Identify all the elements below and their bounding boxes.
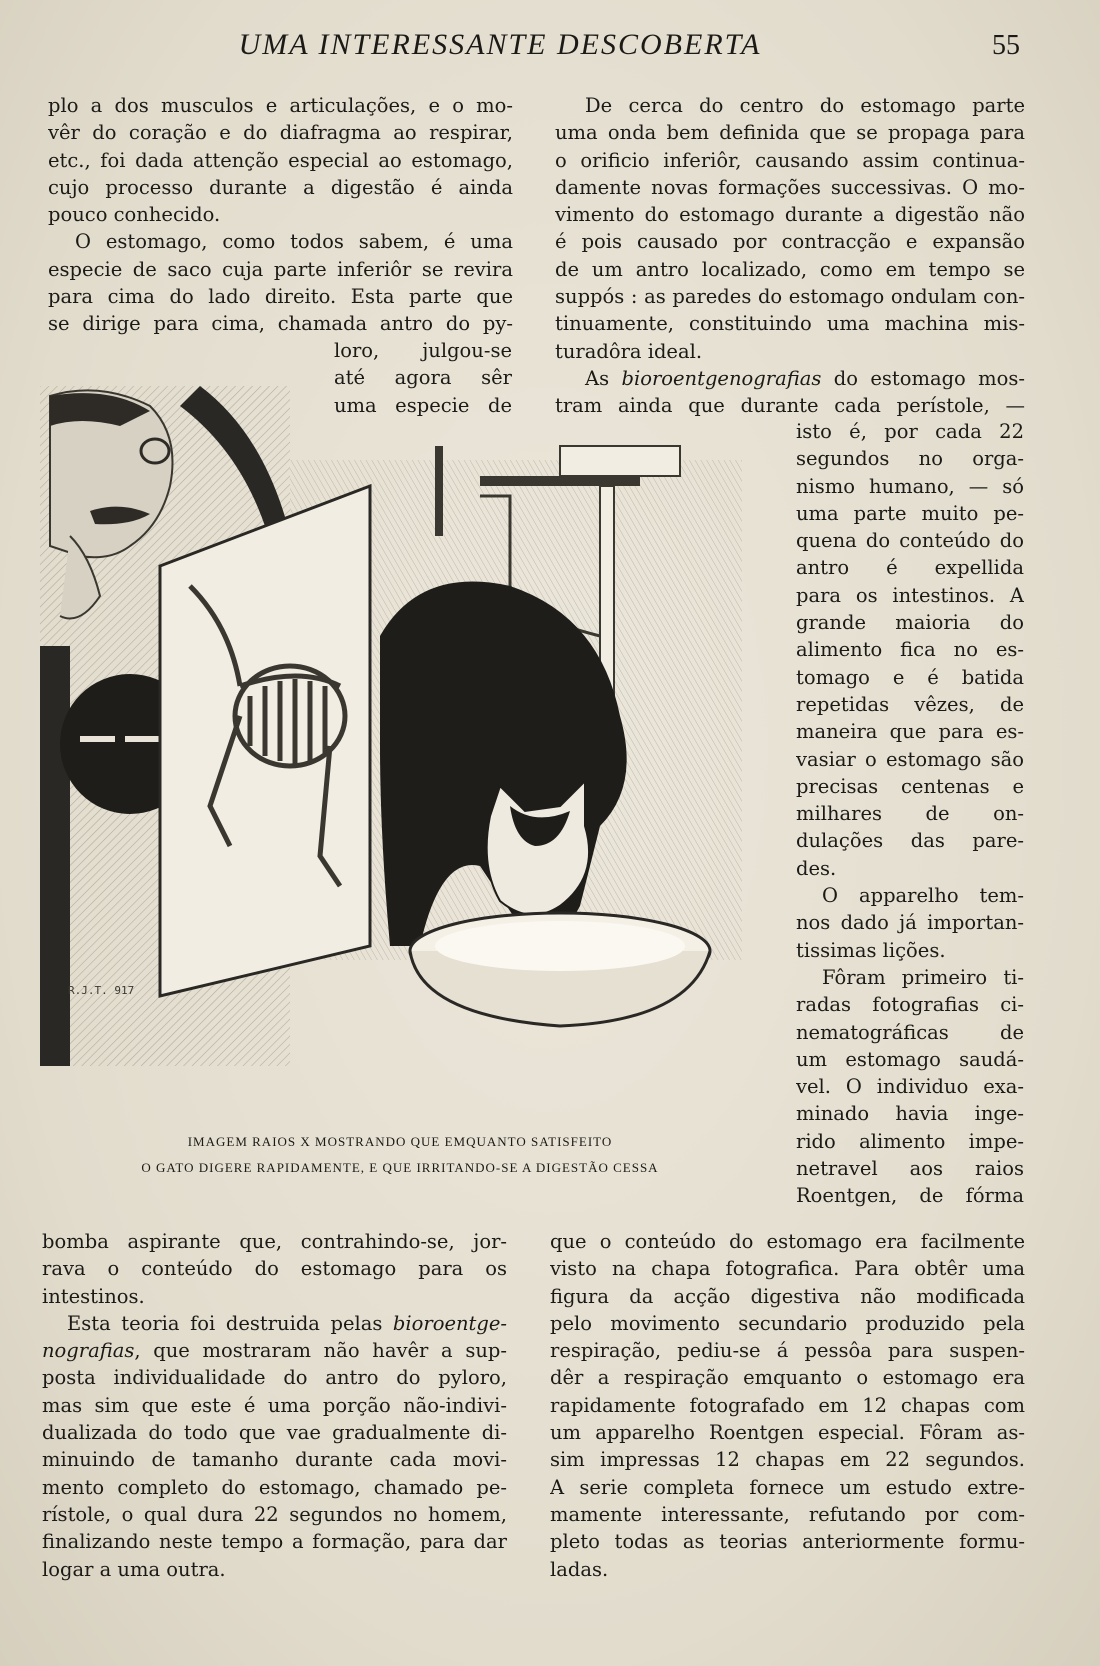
text-run: , que mostraram não havêr a sup-: [134, 1339, 507, 1363]
text-line: rapidamente fotografado em 12 chapas com: [550, 1393, 1025, 1417]
text-line: antro é expellida: [796, 556, 1024, 580]
text-line: dulações das pare-: [796, 829, 1024, 853]
text-line: milhares de on-: [796, 802, 1024, 826]
text-line: radas fotografias ci-: [796, 993, 1024, 1017]
text-line: para cima do lado direito. Esta parte que: [48, 285, 513, 309]
text-line: Fôram primeiro ti-: [822, 965, 1024, 989]
text-line: plo a dos musculos e articulações, e o mo-: [48, 94, 513, 117]
text-line: nos dado já importan-: [796, 911, 1024, 935]
figure-caption-line-1: IMAGEM RAIOS X MOSTRANDO QUE EMQUANTO SATISFEITO: [187, 1134, 613, 1149]
text-line: rava o conteúdo do estomago para os: [42, 1257, 507, 1281]
text-line: turadôra ideal.: [555, 339, 703, 363]
text-line: vel. O individuo exa-: [796, 1075, 1024, 1099]
text-run: do estomago mos-: [821, 366, 1025, 390]
text-line: tram ainda que durante cada perístole, —: [555, 394, 1025, 418]
text-line: precisas centenas e: [796, 774, 1024, 798]
text-line: [42, 1337, 507, 1364]
text-line: ladas.: [550, 1557, 609, 1581]
dark-stand: [40, 646, 70, 1066]
xray-cat-illustration: [40, 386, 752, 1086]
text-line: dêr a respiração emquanto o estomago era: [550, 1366, 1025, 1390]
text-line: pelo movimento secundario produzido pela: [550, 1311, 1025, 1335]
right-column-top: [555, 92, 1025, 420]
text-run: As: [585, 366, 622, 390]
left-column-top: [48, 92, 513, 338]
text-line: figura da acção digestiva não modificada: [550, 1284, 1025, 1308]
pipe-bar: [480, 476, 640, 486]
text-line: cujo processo durante a digestão é ainda: [48, 175, 513, 199]
text-line: nismo humano, — só: [796, 474, 1024, 498]
italic-term: nografias: [42, 1339, 135, 1363]
right-column-bottom: [550, 1228, 1025, 1583]
text-line: para os intestinos. A: [796, 583, 1024, 607]
text-line: logar a uma outra.: [42, 1557, 226, 1581]
text-line: damente novas formações successivas. O mo-: [555, 175, 1025, 199]
text-line: vêr do coração e do diafragma ao respirar,: [48, 121, 513, 145]
text-line: finalizando neste tempo a formação, para dar: [42, 1530, 507, 1554]
text-line: vimento do estomago durante a digestão não: [555, 203, 1025, 227]
text-run: Esta teoria foi destruida pelas: [67, 1311, 393, 1335]
text-line: um estomago saudá-: [796, 1047, 1024, 1071]
italic-term: bioroentge-: [392, 1311, 507, 1335]
text-line: grande maioria do: [796, 611, 1024, 635]
disc-mark: [80, 736, 115, 742]
text-line: etc., foi dada attenção especial ao estomago,: [48, 148, 513, 172]
text-line: alimento fica no es-: [796, 638, 1024, 662]
text-line: que o conteúdo do estomago era facilmente: [550, 1230, 1025, 1253]
text-line: suppós : as paredes do estomago ondulam con-: [555, 285, 1025, 309]
text-line: tomago e é batida: [796, 665, 1024, 689]
text-line: maneira que para es-: [796, 720, 1024, 744]
text-line: isto é, por cada 22: [796, 420, 1024, 443]
text-line: especie de saco cuja parte inferiôr se revira: [48, 257, 513, 281]
left-column-bottom: [42, 1228, 507, 1583]
disc-mark: [125, 736, 160, 742]
text-line: minuindo de tamanho durante cada movi-: [42, 1448, 507, 1472]
milk: [435, 921, 685, 971]
text-line: intestinos.: [42, 1284, 145, 1308]
text-line: A serie completa fornece um estudo extre-: [550, 1475, 1025, 1499]
text-line: visto na chapa fotografica. Para obtêr uma: [550, 1257, 1025, 1281]
text-line: o orificio inferiôr, causando assim continua-: [555, 148, 1025, 172]
text-line: rido alimento impe-: [796, 1129, 1024, 1153]
text-line: posta individualidade do antro do pyloro,: [42, 1366, 507, 1390]
text-line: pleto todas as teorias anteriormente formu-: [550, 1530, 1025, 1554]
text-line: dualizada do todo que vae gradualmente di-: [42, 1421, 507, 1445]
text-line: tissimas lições.: [796, 938, 946, 962]
text-line: sim impressas 12 chapas em 22 segundos.: [550, 1448, 1025, 1472]
text-line: respiração, pediu-se á pessôa para suspen-: [550, 1339, 1025, 1363]
text-line: vasiar o estomago são: [796, 747, 1024, 771]
text-line: é pois causado por contracção e expansão: [555, 230, 1025, 254]
text-line: loro, julgou-se: [334, 339, 512, 362]
text-line: uma parte muito pe-: [796, 501, 1024, 525]
text-line: De cerca do centro do estomago parte: [585, 94, 1025, 117]
text-line: quena do conteúdo do: [796, 529, 1024, 553]
figure-caption-line-2: O GATO DIGERE RAPIDAMENTE, E QUE IRRITANDO-SE A DIGESTÃO CESSA: [141, 1160, 659, 1175]
tap-body: [560, 446, 680, 476]
text-line: mas sim que este é uma porção não-indivi-: [42, 1393, 507, 1417]
text-line: rístole, o qual dura 22 segundos no homem,: [42, 1502, 507, 1526]
text-line: se dirige para cima, chamada antro do py-: [48, 312, 513, 336]
text-line: des.: [796, 856, 837, 880]
right-column-narrow: [796, 418, 1024, 1210]
running-title: UMA INTERESSANTE DESCOBERTA: [238, 28, 762, 61]
text-line: segundos no orga-: [796, 447, 1024, 471]
text-line: uma onda bem definida que se propaga para: [555, 121, 1025, 145]
page-header: [40, 28, 1020, 68]
text-line: tinuamente, constituindo uma machina mis-: [555, 312, 1025, 336]
text-line: até agora sêr: [334, 366, 512, 390]
text-line: de um antro localizado, como em tempo se: [555, 257, 1025, 281]
text-line: netravel aos raios: [796, 1157, 1024, 1181]
text-line: minado havia inge-: [796, 1102, 1024, 1126]
text-line: mamente interessante, refutando por com-: [550, 1502, 1025, 1526]
text-line: uma especie de: [334, 393, 512, 417]
text-line: repetidas vêzes, de: [796, 692, 1024, 716]
page-number: 55: [992, 30, 1020, 61]
text-line: pouco conhecido.: [48, 203, 221, 227]
text-line: mento completo do estomago, chamado pe-: [42, 1475, 507, 1499]
text-line: O apparelho tem-: [822, 884, 1024, 908]
text-line: nematográficas de: [796, 1020, 1024, 1044]
italic-term: bioroentgenografias: [621, 366, 822, 390]
text-line: Roentgen, de fórma: [796, 1184, 1024, 1208]
text-line: um apparelho Roentgen especial. Fôram as-: [550, 1421, 1025, 1445]
text-line: bomba aspirante que, contrahindo-se, jor-: [42, 1230, 507, 1253]
text-line: O estomago, como todos sabem, é uma: [75, 230, 513, 254]
artist-signature: R.J.T. 917: [68, 984, 135, 997]
text-line: [42, 1310, 507, 1337]
pipe: [435, 446, 443, 536]
